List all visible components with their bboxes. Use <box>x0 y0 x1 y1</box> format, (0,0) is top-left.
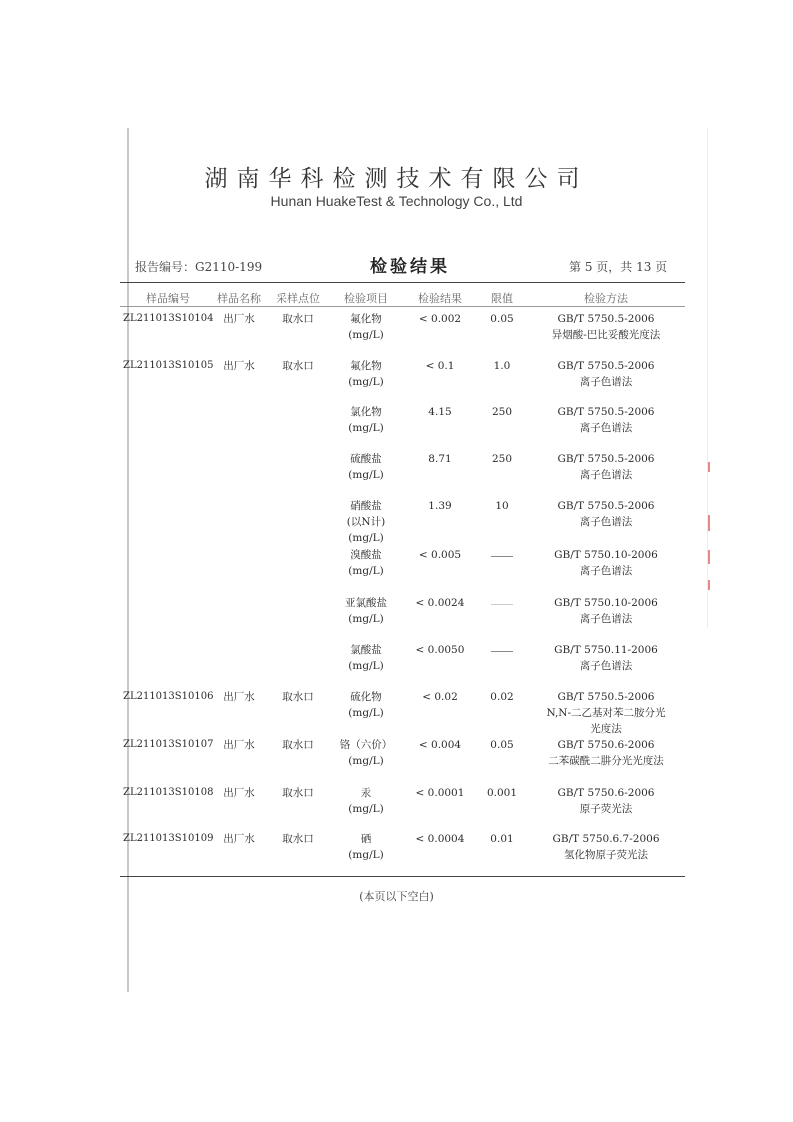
test-item: 硫酸盐 (mg/L) <box>348 453 384 481</box>
scan-left-edge <box>127 128 129 992</box>
test-item: 硒 (mg/L) <box>348 833 384 861</box>
limit-value: 250 <box>491 453 513 465</box>
test-method: GB/T 5750.5-2006 离子色谱法 <box>557 360 655 388</box>
header-sample-name: 样品名称 <box>217 292 261 305</box>
dash-mark <box>491 651 513 652</box>
test-result: < 0.004 <box>418 739 462 751</box>
red-mark <box>708 580 710 590</box>
sampling-point: 取水口 <box>282 313 314 325</box>
sample-name: 出厂水 <box>223 787 255 799</box>
red-mark <box>708 462 710 472</box>
blank-below-note: (本页以下空白) <box>359 890 434 903</box>
limit-value: 0.05 <box>490 313 514 325</box>
red-mark <box>708 515 710 531</box>
test-result: < 0.0001 <box>415 787 465 799</box>
test-result: < 0.02 <box>422 691 458 703</box>
test-result: < 0.1 <box>425 360 455 372</box>
test-result: < 0.002 <box>418 313 462 325</box>
sample-code: ZL211013S10107 <box>123 739 214 750</box>
dash-mark <box>491 556 513 557</box>
test-method: GB/T 5750.10-2006 离子色谱法 <box>554 597 658 625</box>
table-top-rule <box>120 282 685 283</box>
test-method: GB/T 5750.11-2006 离子色谱法 <box>554 644 658 672</box>
test-method: GB/T 5750.5-2006 N,N-二乙基对苯二胺分光 光度法 <box>546 691 666 735</box>
header-test-method: 检验方法 <box>584 292 628 305</box>
limit-value: 1.0 <box>493 360 511 372</box>
test-result: 4.15 <box>428 406 452 418</box>
sample-code: ZL211013S10109 <box>123 833 214 844</box>
sampling-point: 取水口 <box>282 691 314 703</box>
test-method: GB/T 5750.6-2006 原子荧光法 <box>557 787 655 815</box>
test-item: 氟化物 (mg/L) <box>348 313 384 341</box>
test-item: 氯酸盐 (mg/L) <box>348 644 384 672</box>
sample-name: 出厂水 <box>223 739 255 751</box>
sample-code: ZL211013S10105 <box>123 360 214 371</box>
sample-name: 出厂水 <box>223 360 255 372</box>
test-method: GB/T 5750.6-2006 二苯碳酰二肼分光光度法 <box>548 739 664 767</box>
limit-value <box>479 547 525 563</box>
sample-code: ZL211013S10104 <box>123 313 214 324</box>
test-method: GB/T 5750.5-2006 离子色谱法 <box>557 453 655 481</box>
test-item: 硝酸盐 (以N计) (mg/L) <box>346 500 386 544</box>
table-bottom-rule <box>120 876 685 877</box>
sampling-point: 取水口 <box>282 787 314 799</box>
limit-value: 0.02 <box>490 691 514 703</box>
limit-value: 0.001 <box>486 787 518 799</box>
dash-mark <box>491 604 513 605</box>
header-rule <box>120 306 685 307</box>
test-item: 汞 (mg/L) <box>348 787 384 815</box>
test-item: 氟化物 (mg/L) <box>348 360 384 388</box>
test-method: GB/T 5750.10-2006 离子色谱法 <box>554 549 658 577</box>
test-result: < 0.0004 <box>415 833 465 845</box>
test-result: < 0.0024 <box>415 597 465 609</box>
header-test-result: 检验结果 <box>418 292 462 305</box>
sample-code: ZL211013S10108 <box>123 787 214 798</box>
limit-value: 0.05 <box>490 739 514 751</box>
sample-name: 出厂水 <box>223 691 255 703</box>
test-item: 硫化物 (mg/L) <box>348 691 384 719</box>
test-method: GB/T 5750.5-2006 离子色谱法 <box>557 500 655 528</box>
sampling-point: 取水口 <box>282 739 314 751</box>
limit-value: 10 <box>495 500 509 512</box>
test-method: GB/T 5750.5-2006 离子色谱法 <box>557 406 655 434</box>
report-number: 报告编号：G2110-199 <box>135 260 263 274</box>
limit-value: 0.01 <box>490 833 514 845</box>
header-limit: 限值 <box>491 292 513 305</box>
company-name-chinese: 湖南华科检测技术有限公司 <box>204 166 589 192</box>
page-title: 检验结果 <box>370 257 450 277</box>
page-info: 第 5 页，共 13 页 <box>569 260 668 274</box>
sample-name: 出厂水 <box>223 833 255 845</box>
test-result: 1.39 <box>428 500 452 512</box>
test-method: GB/T 5750.6.7-2006 氢化物原子荧光法 <box>552 833 660 861</box>
test-item: 氯化物 (mg/L) <box>348 406 384 434</box>
red-mark <box>708 550 710 564</box>
sampling-point: 取水口 <box>282 833 314 845</box>
header-sample-code: 样品编号 <box>146 292 190 305</box>
sample-code: ZL211013S10106 <box>123 691 214 702</box>
test-result: < 0.005 <box>418 549 462 561</box>
sample-name: 出厂水 <box>223 313 255 325</box>
test-item: 溴酸盐 (mg/L) <box>348 549 384 577</box>
limit-value: 250 <box>491 406 513 418</box>
company-name-english: Hunan HuakeTest & Technology Co., Ltd <box>270 193 523 209</box>
limit-value <box>479 595 525 611</box>
header-test-item: 检验项目 <box>344 292 388 305</box>
header-sampling-point: 采样点位 <box>276 292 320 305</box>
sampling-point: 取水口 <box>282 360 314 372</box>
test-item: 铬（六价） (mg/L) <box>339 739 393 767</box>
limit-value <box>479 642 525 658</box>
test-item: 亚氯酸盐 (mg/L) <box>345 597 387 625</box>
test-result: 8.71 <box>428 453 452 465</box>
test-method: GB/T 5750.5-2006 异烟酸-巴比妥酸光度法 <box>551 313 661 341</box>
test-result: < 0.0050 <box>415 644 465 656</box>
